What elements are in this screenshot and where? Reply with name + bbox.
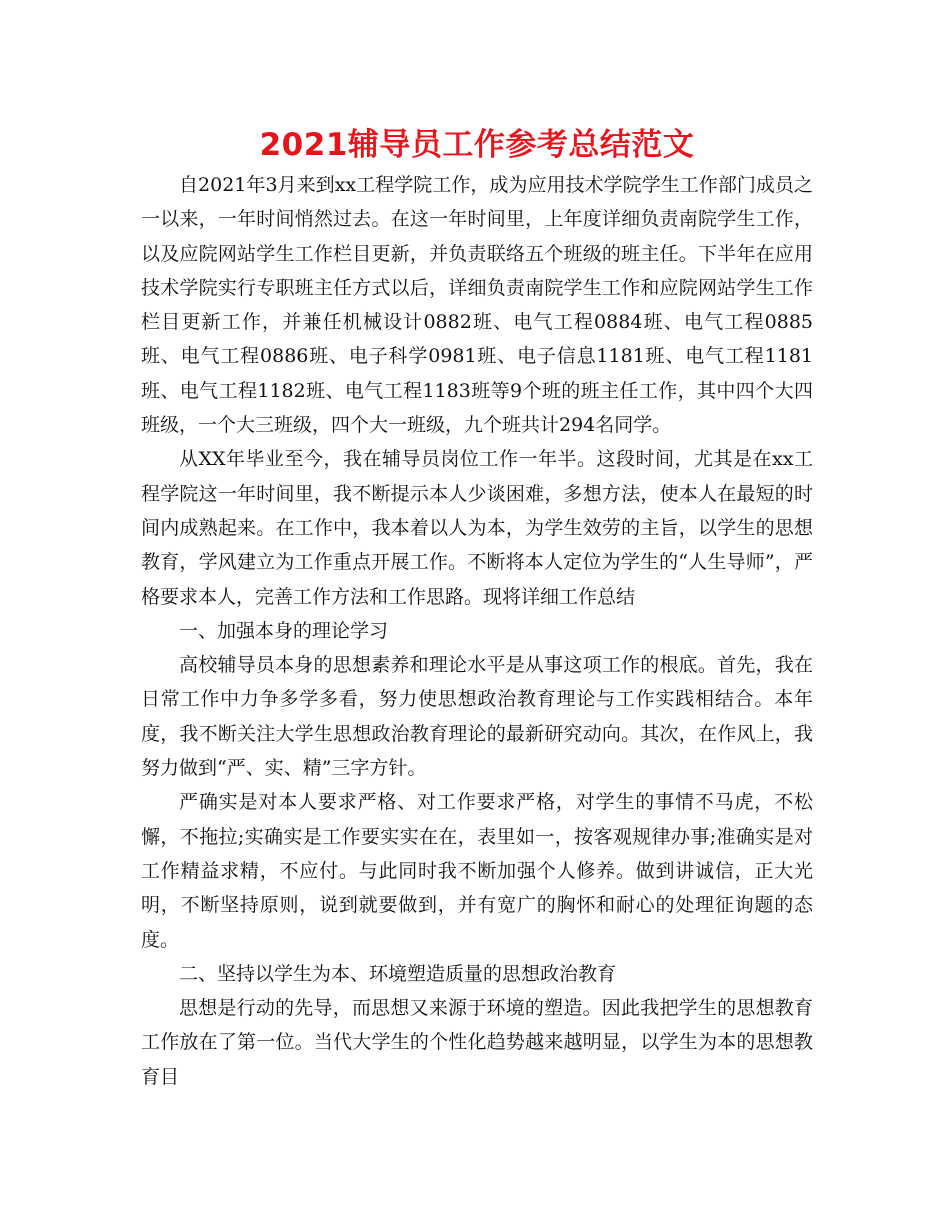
paragraph-ideology-education: 思想是行动的先导，而思想又来源于环境的塑造。因此我把学生的思想教育工作放在了第一位。当代大学生的个性化趋势越来越明显，以学生为本的思想教育目: [141, 997, 813, 1088]
paragraph-theory-study: 高校辅导员本身的思想素养和理论水平是从事这项工作的根底。首先，我在日常工作中力争多学多看，努力使思想政治教育理论与工作实践相结合。本年度，我不断关注大学生思想政治教育理论的最新研究动向。其次，在作风上，我努力做到“严、实、精”三字方针。: [141, 654, 813, 780]
paragraph-intro: 自2021年3月来到xx工程学院工作，成为应用技术学院学生工作部门成员之一以来，一年时间悄然过去。在这一年时间里，上年度详细负责南院学生工作，以及应院网站学生工作栏目更新，并负责联络五个班级的班主任。下半年在应用技术学院实行专职班主任方式以后，详细负责南院学生工作和应院网站学生工作栏目更新工作，并兼任机械设计0882班、电气工程0884班、电气工程0885班、电气工程0886班、电子科学0981班、电子信息1181班、电气工程1181班、电气工程1182班、电气工程1183班等9个班的班主任工作，其中四个大四班级，一个大三班级，四个大一班级，九个班共计294名同学。: [141, 174, 813, 437]
paragraph-strict-practice: 严确实是对本人要求严格、对工作要求严格，对学生的事情不马虎，不松懈，不拖拉;实确实是工作要实实在在，表里如一，按客观规律办事;准确实是对工作精益求精，不应付。与此同时我不断加强个人修养。做到讲诚信，正大光明，不断坚持原则，说到就要做到，并有宽广的胸怀和耐心的处理征询题的态度。: [141, 791, 813, 951]
section-heading-2: 二、坚持以学生为本、环境塑造质量的思想政治教育: [179, 962, 617, 985]
paragraph-overview: 从XX年毕业至今，我在辅导员岗位工作一年半。这段时间，尤其是在xx工程学院这一年时间里，我不断提示本人少谈困难，多想方法，使本人在最短的时间内成熟起来。在工作中，我本着以人为本，为学生效劳的主旨，以学生的思想教育，学风建立为工作重点开展工作。不断将本人定位为学生的“人生导师”，严格要求本人，完善工作方法和工作思路。现将详细工作总结: [141, 448, 813, 608]
section-heading-1: 一、加强本身的理论学习: [179, 619, 389, 642]
document-page: [141, 122, 813, 1094]
document-title: 2021辅导员工作参考总结范文: [259, 127, 695, 163]
